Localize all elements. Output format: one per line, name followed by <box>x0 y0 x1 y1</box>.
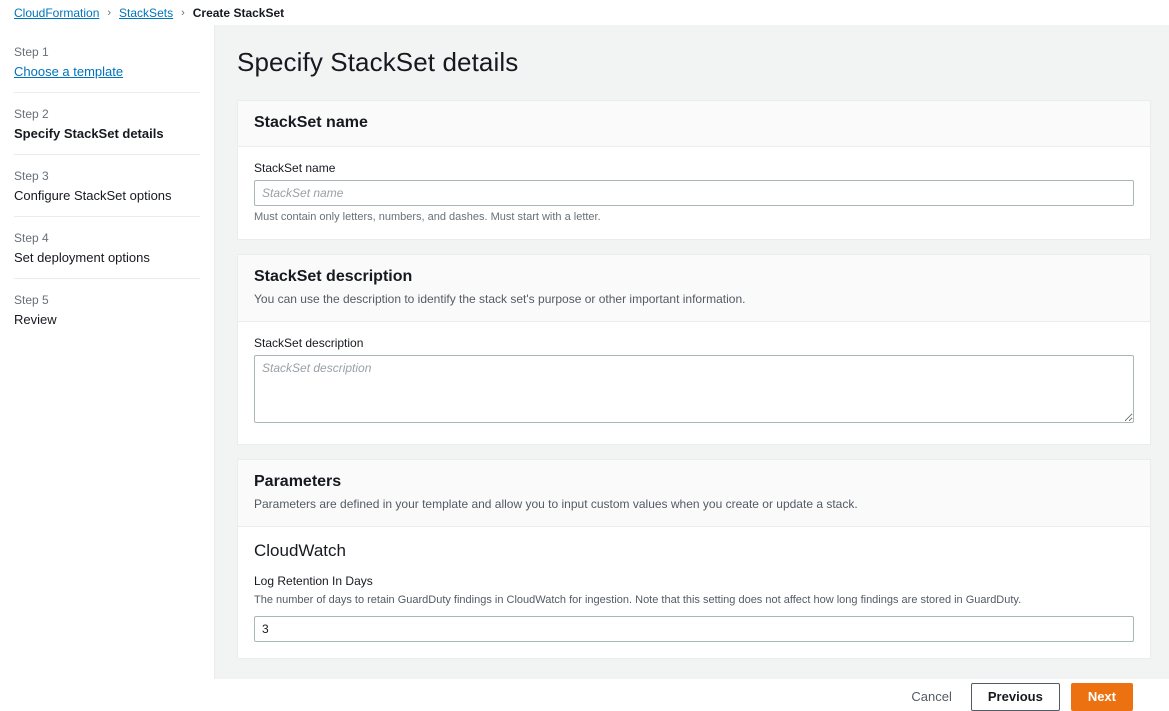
breadcrumb-item-stacksets[interactable]: StackSets <box>119 5 174 20</box>
body-wrapper <box>0 25 1169 704</box>
sidebar-step-choose-a-template[interactable] <box>0 45 214 79</box>
cancel-button[interactable]: Cancel <box>903 683 959 711</box>
main-content <box>215 25 1169 704</box>
stackset-name-hint: Must contain only letters, numbers, and dashes. Must start with a letter. <box>254 211 601 223</box>
divider <box>14 278 200 279</box>
parameter-group-title-cloudwatch: CloudWatch <box>254 541 346 561</box>
step-label: Set deployment options <box>14 250 150 265</box>
step-label: Review <box>14 312 57 327</box>
divider <box>14 216 200 217</box>
breadcrumb <box>0 0 1169 25</box>
card-header <box>238 255 1150 322</box>
step-number: Step 1 <box>14 45 49 59</box>
parameters-card <box>237 459 1151 659</box>
sidebar-step-set-deployment-options[interactable] <box>0 231 214 265</box>
step-number: Step 5 <box>14 293 49 307</box>
page-title: Specify StackSet details <box>237 47 519 77</box>
step-label[interactable]: Choose a template <box>14 64 124 79</box>
log-retention-label: Log Retention In Days <box>254 574 373 589</box>
stackset-name-input[interactable] <box>254 180 1134 206</box>
stackset-description-label: StackSet description <box>254 336 364 351</box>
stackset-description-card <box>237 254 1151 445</box>
card-title: StackSet description <box>254 268 413 285</box>
step-number: Step 2 <box>14 107 49 121</box>
stackset-name-label: StackSet name <box>254 161 336 175</box>
card-body <box>238 147 1150 239</box>
sidebar-step-specify-stackset-details[interactable] <box>0 107 214 141</box>
next-button[interactable]: Next <box>1071 683 1133 711</box>
breadcrumb-item-create-stackset: Create StackSet <box>192 5 285 20</box>
wizard-footer <box>237 673 1151 711</box>
card-title: StackSet name <box>254 114 368 131</box>
card-body <box>238 322 1150 444</box>
card-description: You can use the description to identify the stack set's purpose or other important information. <box>254 292 746 306</box>
sidebar-step-review[interactable] <box>0 293 214 327</box>
breadcrumb-separator-icon: › <box>107 6 112 19</box>
card-body <box>238 527 1150 657</box>
card-title: Parameters <box>254 473 342 491</box>
sidebar-step-configure-stackset-options[interactable] <box>0 169 214 203</box>
card-header <box>238 460 1150 527</box>
step-number: Step 3 <box>14 169 49 183</box>
wizard-steps-sidebar <box>0 25 215 679</box>
divider <box>14 92 200 93</box>
log-retention-input[interactable] <box>254 616 1134 642</box>
card-header <box>238 101 1150 147</box>
card-description: Parameters are defined in your template and allow you to input custom values when you create or update a stack. <box>254 497 858 512</box>
stackset-name-card <box>237 100 1151 240</box>
previous-button[interactable]: Previous <box>971 683 1060 711</box>
breadcrumb-separator-icon: › <box>181 6 185 19</box>
step-label: Configure StackSet options <box>14 188 172 203</box>
divider <box>14 154 200 155</box>
log-retention-description: The number of days to retain GuardDuty findings in CloudWatch for ingestion. Note that this setting does not affect how long findings are stored in GuardDuty. <box>254 594 1022 607</box>
step-label: Specify StackSet details <box>14 126 164 141</box>
stackset-description-textarea[interactable] <box>254 355 1134 423</box>
step-number: Step 4 <box>14 231 49 245</box>
breadcrumb-item-cloudformation[interactable]: CloudFormation <box>14 5 100 20</box>
